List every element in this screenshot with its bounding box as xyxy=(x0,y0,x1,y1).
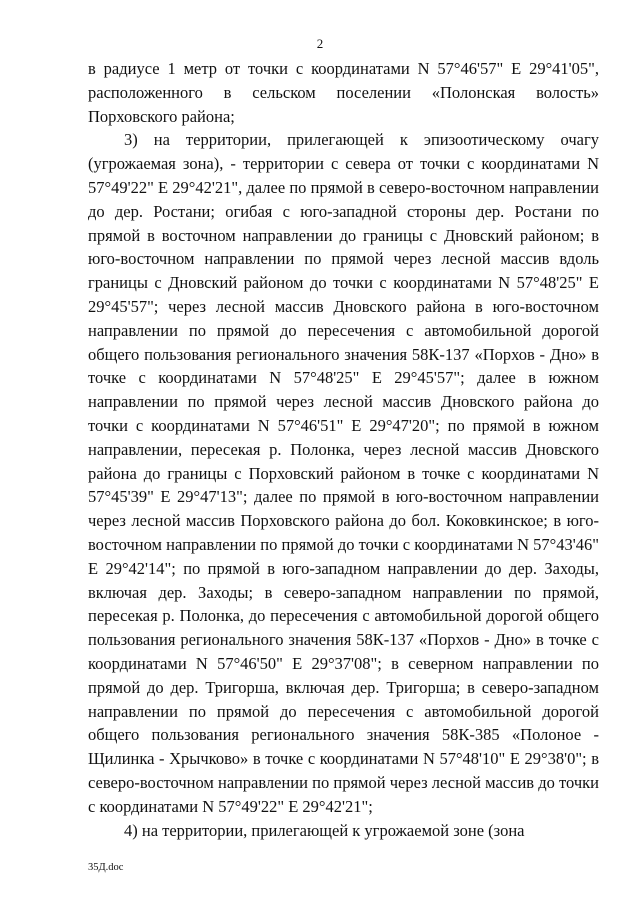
paragraph-radius: в радиусе 1 метр от точки с координатами N 57°46'57" E 29°41'05", расположенного в сельском поселении «Полонская волость» Порховского района; xyxy=(88,59,599,126)
page-number: 2 xyxy=(316,36,324,51)
footer-filename: 35Д.doc xyxy=(88,862,124,873)
document-body xyxy=(88,57,599,842)
paragraph-threatened-zone: 3) на территории, прилегающей к эпизоотическому очагу (угрожаемая зона), - территории с севера от точки с координатами N 57°49'22" E 29°42'21", далее по прямой в северо-восточном направлении до дер. Ростани; огибая с юго-западной стороны дер. Ростани по прямой в восточном направлении до границы с Дновский районом; в юго-восточном направлении по прямой через лесной массив вдоль границы с Дновский районом до точки с координатами N 57°48'25" E 29°45'57"; через лесной массив Дновского района в юго-восточном направлении по прямой до пересечения с автомобильной дорогой общего пользования регионального значения 58К-137 «Порхов - Дно» в точке с координатами N 57°48'25" E 29°45'57"; далее в южном направлении по прямой через лесной массив Дновского района до точки с координатами N 57°46'51" E 29°47'20"; по прямой в южном направлении, пересекая р. Полонка, через лесной массив Дновского района до границы с Порховский районом в точке с координатами N 57°45'39" E 29°47'13"; далее по прямой в юго-восточном направлении через лесной массив Порховского района до бол. Коковкинское; в юго-восточном направлении по прямой до точки с координатами N 57°43'46" E 29°42'14"; по прямой в юго-западном направлении до дер. Заходы, включая дер. Заходы; в северо-западном направлении по прямой, пересекая р. Полонка, до пересечения с автомобильной дорогой общего пользования регионального значения 58К-137 «Порхов - Дно» в точке с координатами N 57°46'50" E 29°37'08"; в северном направлении по прямой до дер. Тригорша, включая дер. Тригорша; в северо-западном направлении по прямой до пересечения с автомобильной дорогой общего пользования регионального значения 58К-385 «Полоное - Щилинка - Хрычково» в точке с координатами N 57°48'10" E 29°38'0"; в северо-восточном направлении по прямой через лесной массив до точки с координатами N 57°49'22" E 29°42'21"; xyxy=(88,130,599,816)
paragraph-zone-continued: 4) на территории, прилегающей к угрожаемой зоне (зона xyxy=(124,820,525,840)
